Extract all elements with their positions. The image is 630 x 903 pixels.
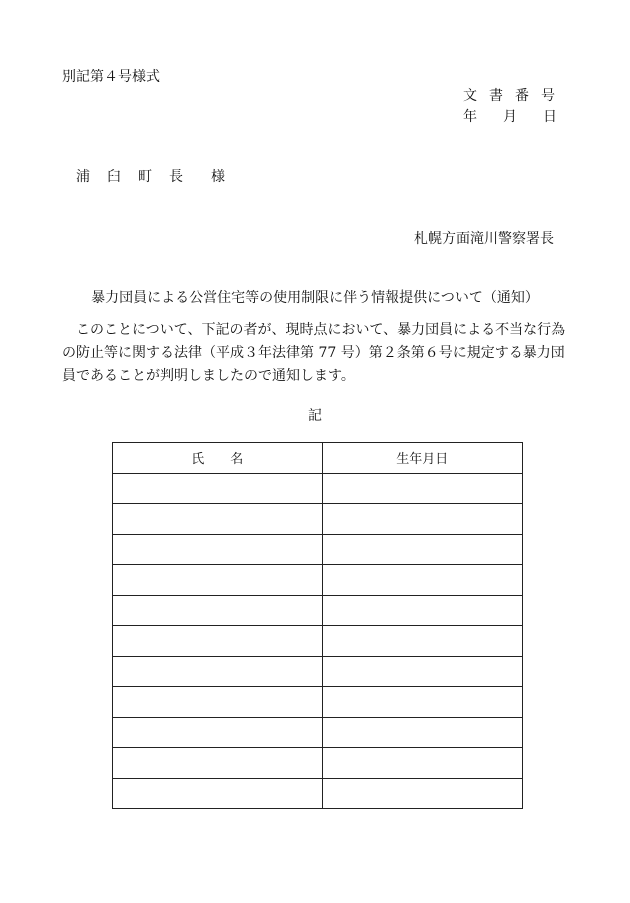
dob-cell: [322, 534, 522, 565]
dob-cell: [322, 626, 522, 657]
name-cell: [113, 778, 323, 809]
recipient-char: 浦: [76, 169, 90, 185]
name-cell: [113, 504, 323, 535]
recipient: [76, 166, 225, 186]
form-id: 別記第４号様式: [62, 69, 160, 85]
document-title: 暴力団員による公営住宅等の使用制限に伴う情報提供について（通知）: [91, 290, 539, 306]
recipient-char: 町: [138, 169, 152, 185]
name-cell: [113, 595, 323, 626]
ki-heading: 記: [308, 408, 322, 424]
document-date-label: [463, 106, 557, 126]
dob-cell: [322, 504, 522, 535]
year-label: 年: [463, 109, 477, 125]
sender: 札幌方面滝川警察署長: [414, 231, 554, 247]
dob-cell: [322, 595, 522, 626]
name-cell: [113, 565, 323, 596]
day-label: 日: [543, 109, 557, 125]
person-table: [112, 442, 523, 809]
dob-cell: [322, 748, 522, 779]
table-row: [113, 565, 523, 596]
name-header: 氏 名: [113, 443, 323, 474]
dob-cell: [322, 778, 522, 809]
name-cell: [113, 748, 323, 779]
dob-cell: [322, 717, 522, 748]
table-header-row: [113, 443, 523, 474]
name-cell: [113, 656, 323, 687]
recipient-honorific: 様: [211, 169, 225, 185]
dob-cell: [322, 565, 522, 596]
name-cell: [113, 473, 323, 504]
table-row: [113, 595, 523, 626]
recipient-char: 長: [169, 169, 183, 185]
table-row: [113, 626, 523, 657]
recipient-char: 臼: [107, 169, 121, 185]
document-number-label: 文書番号: [463, 88, 567, 104]
table-body: [113, 473, 523, 809]
name-cell: [113, 717, 323, 748]
month-label: 月: [503, 109, 517, 125]
table-row: [113, 504, 523, 535]
table-row: [113, 534, 523, 565]
table-row: [113, 717, 523, 748]
name-cell: [113, 534, 323, 565]
table-row: [113, 473, 523, 504]
dob-cell: [322, 473, 522, 504]
table-row: [113, 778, 523, 809]
table-row: [113, 687, 523, 718]
table-row: [113, 748, 523, 779]
dob-header: 生年月日: [322, 443, 522, 474]
dob-cell: [322, 656, 522, 687]
dob-cell: [322, 687, 522, 718]
body-text: このことについて、下記の者が、現時点において、暴力団員による不当な行為の防止等に関する法律（平成３年法律第 77 号）第２条第６号に規定する暴力団員であることが判明しましたので通知します。: [62, 322, 566, 384]
name-cell: [113, 687, 323, 718]
table-row: [113, 656, 523, 687]
name-cell: [113, 626, 323, 657]
